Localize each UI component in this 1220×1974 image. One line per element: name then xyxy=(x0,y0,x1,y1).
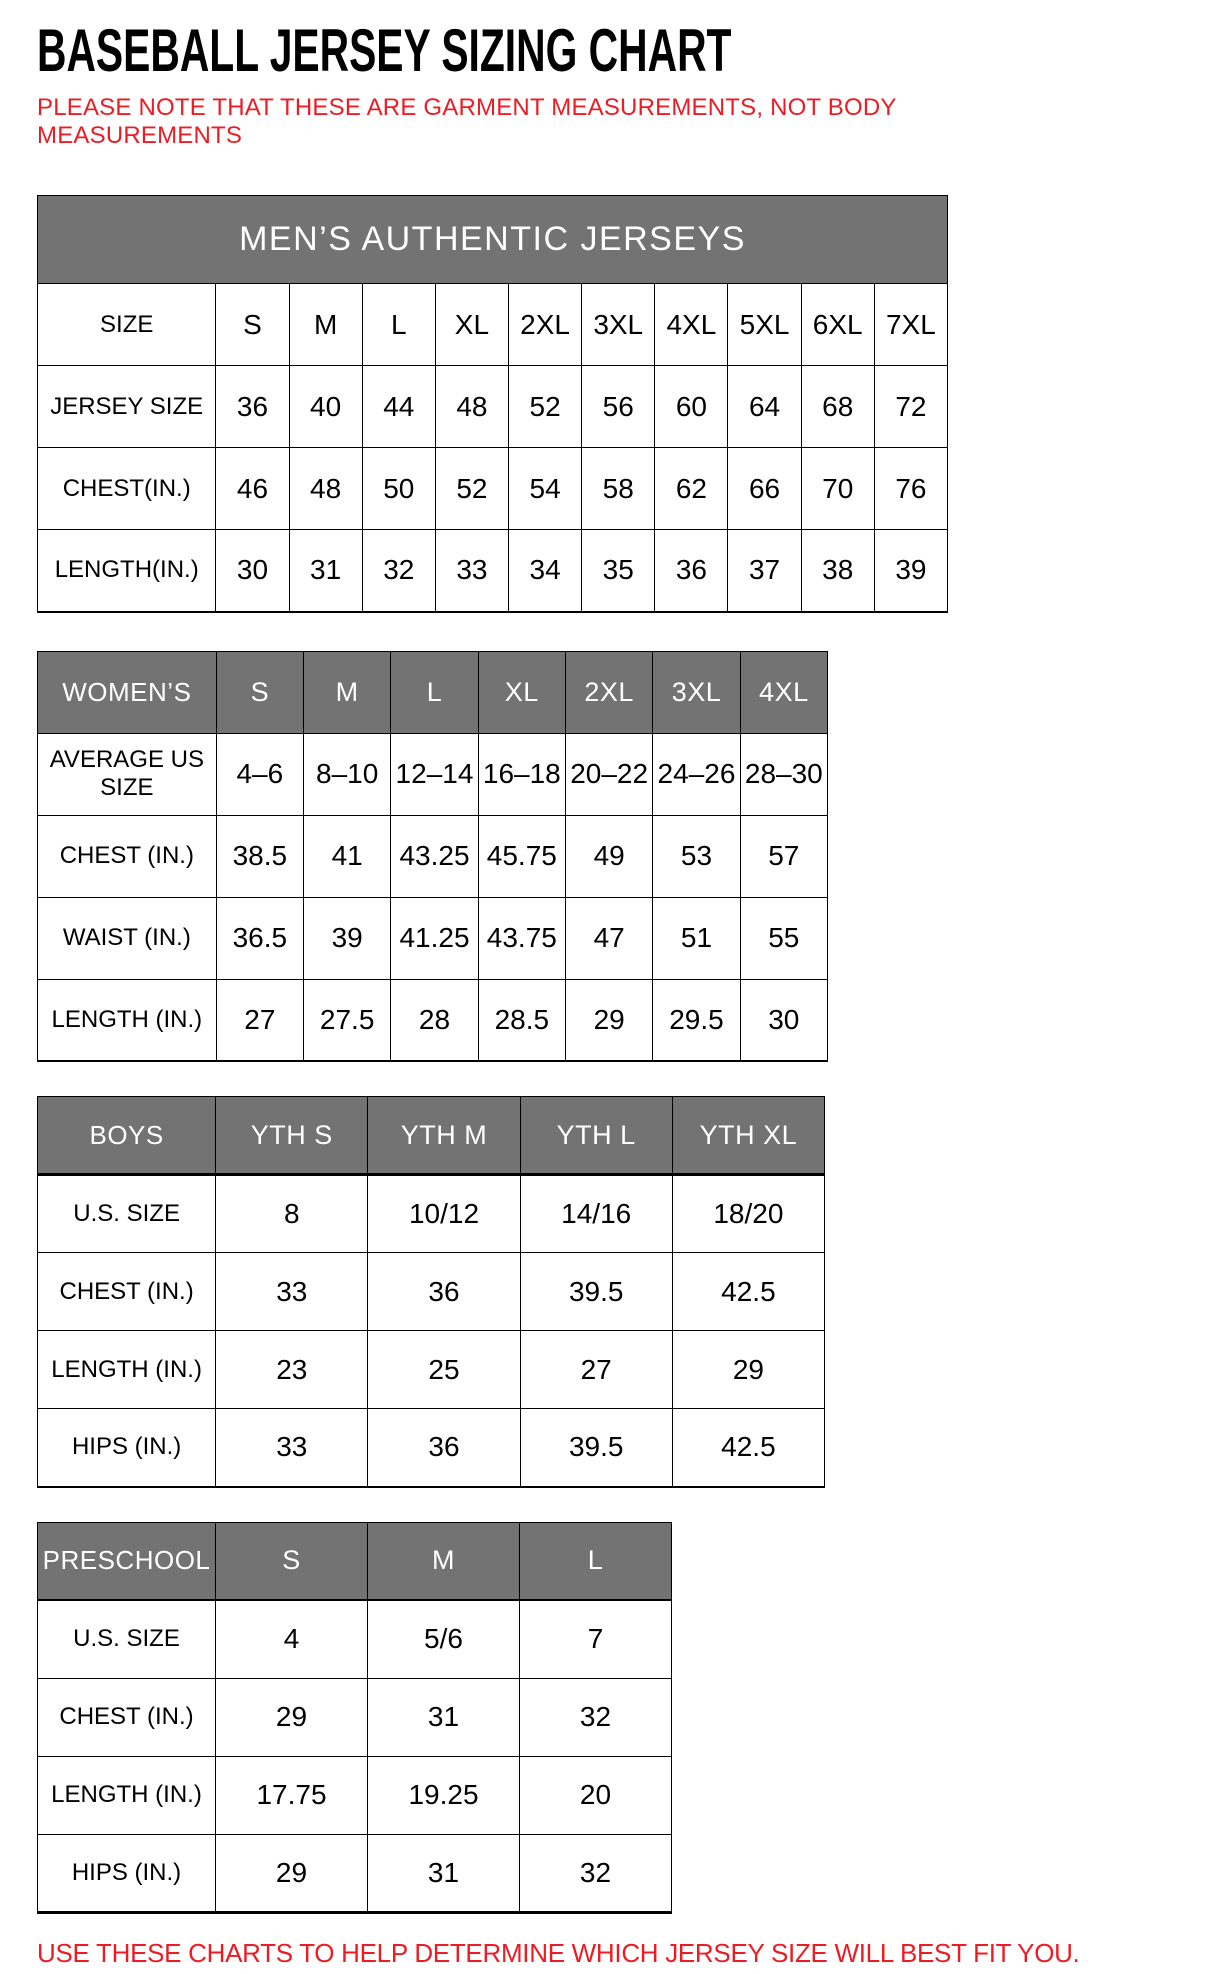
column-header: M xyxy=(368,1522,520,1600)
table-row xyxy=(38,448,948,530)
value-cell: 36 xyxy=(368,1409,520,1487)
column-header-row xyxy=(38,651,828,733)
value-cell: 12–14 xyxy=(391,733,478,815)
value-cell: 35 xyxy=(582,530,655,612)
value-cell: 76 xyxy=(874,448,947,530)
value-cell: 64 xyxy=(728,366,801,448)
value-cell: 34 xyxy=(509,530,582,612)
value-cell: 44 xyxy=(362,366,435,448)
value-cell: 58 xyxy=(582,448,655,530)
row-label: JERSEY SIZE xyxy=(38,366,216,448)
womens-sizing-table xyxy=(37,651,828,1063)
column-header: XL xyxy=(435,284,508,366)
table-row xyxy=(38,1600,672,1678)
value-cell: 68 xyxy=(801,366,874,448)
row-label: LENGTH(IN.) xyxy=(38,530,216,612)
row-label: AVERAGE US SIZE xyxy=(38,733,217,815)
column-header: 4XL xyxy=(655,284,728,366)
value-cell: 57 xyxy=(740,815,827,897)
value-cell: 39 xyxy=(874,530,947,612)
row-label: WAIST (IN.) xyxy=(38,897,217,979)
value-cell: 29 xyxy=(216,1678,368,1756)
value-cell: 46 xyxy=(216,448,289,530)
column-header: YTH S xyxy=(216,1097,368,1175)
value-cell: 18/20 xyxy=(672,1175,824,1253)
value-cell: 31 xyxy=(368,1834,520,1912)
value-cell: 5/6 xyxy=(368,1600,520,1678)
value-cell: 39 xyxy=(304,897,391,979)
value-cell: 62 xyxy=(655,448,728,530)
value-cell: 29 xyxy=(565,979,652,1061)
column-header: S xyxy=(216,1522,368,1600)
table-row xyxy=(38,366,948,448)
column-header: YTH L xyxy=(520,1097,672,1175)
table-row xyxy=(38,1678,672,1756)
value-cell: 51 xyxy=(653,897,740,979)
value-cell: 52 xyxy=(509,366,582,448)
value-cell: 43.25 xyxy=(391,815,478,897)
column-header: 4XL xyxy=(740,651,827,733)
table-row xyxy=(38,1175,825,1253)
column-header: YTH XL xyxy=(672,1097,824,1175)
value-cell: 7 xyxy=(520,1600,672,1678)
page-title: BASEBALL JERSEY SIZING CHART xyxy=(37,17,732,84)
value-cell: 33 xyxy=(435,530,508,612)
value-cell: 24–26 xyxy=(653,733,740,815)
table-banner: MEN’S AUTHENTIC JERSEYS xyxy=(38,196,948,284)
value-cell: 72 xyxy=(874,366,947,448)
value-cell: 31 xyxy=(289,530,362,612)
value-cell: 28 xyxy=(391,979,478,1061)
row-label: CHEST(IN.) xyxy=(38,448,216,530)
table-name-cell: SIZE xyxy=(38,284,216,366)
column-header: S xyxy=(216,284,289,366)
footer-note: USE THESE CHARTS TO HELP DETERMINE WHICH JERSEY SIZE WILL BEST FIT YOU. xyxy=(37,1937,1080,1968)
row-label: HIPS (IN.) xyxy=(38,1409,216,1487)
value-cell: 8–10 xyxy=(304,733,391,815)
value-cell: 42.5 xyxy=(672,1409,824,1487)
column-header: L xyxy=(520,1522,672,1600)
value-cell: 33 xyxy=(216,1253,368,1331)
value-cell: 30 xyxy=(216,530,289,612)
value-cell: 39.5 xyxy=(520,1409,672,1487)
value-cell: 14/16 xyxy=(520,1175,672,1253)
column-header: 2XL xyxy=(509,284,582,366)
column-header: 3XL xyxy=(653,651,740,733)
table-name-cell: PRESCHOOL xyxy=(38,1522,216,1600)
value-cell: 4 xyxy=(216,1600,368,1678)
table-banner-row xyxy=(38,196,948,284)
row-label: LENGTH (IN.) xyxy=(38,1331,216,1409)
value-cell: 70 xyxy=(801,448,874,530)
column-header: 3XL xyxy=(582,284,655,366)
value-cell: 29 xyxy=(672,1331,824,1409)
row-label: CHEST (IN.) xyxy=(38,1253,216,1331)
value-cell: 36 xyxy=(216,366,289,448)
value-cell: 27 xyxy=(520,1331,672,1409)
column-header: YTH M xyxy=(368,1097,520,1175)
column-header: XL xyxy=(478,651,565,733)
value-cell: 60 xyxy=(655,366,728,448)
value-cell: 10/12 xyxy=(368,1175,520,1253)
value-cell: 38 xyxy=(801,530,874,612)
table-row xyxy=(38,1331,825,1409)
value-cell: 53 xyxy=(653,815,740,897)
value-cell: 27 xyxy=(216,979,303,1061)
value-cell: 43.75 xyxy=(478,897,565,979)
value-cell: 20 xyxy=(520,1756,672,1834)
value-cell: 27.5 xyxy=(304,979,391,1061)
column-header-row xyxy=(38,1522,672,1600)
value-cell: 32 xyxy=(362,530,435,612)
value-cell: 49 xyxy=(565,815,652,897)
value-cell: 28.5 xyxy=(478,979,565,1061)
table-name-cell: WOMEN’S xyxy=(38,651,217,733)
value-cell: 30 xyxy=(740,979,827,1061)
value-cell: 38.5 xyxy=(216,815,303,897)
value-cell: 4–6 xyxy=(216,733,303,815)
column-header: 5XL xyxy=(728,284,801,366)
value-cell: 28–30 xyxy=(740,733,827,815)
value-cell: 8 xyxy=(216,1175,368,1253)
garment-measurement-note: PLEASE NOTE THAT THESE ARE GARMENT MEASUREMENTS, NOT BODY MEASUREMENTS xyxy=(37,94,897,149)
column-header: M xyxy=(304,651,391,733)
value-cell: 66 xyxy=(728,448,801,530)
value-cell: 32 xyxy=(520,1834,672,1912)
row-label: U.S. SIZE xyxy=(38,1600,216,1678)
value-cell: 25 xyxy=(368,1331,520,1409)
value-cell: 41 xyxy=(304,815,391,897)
column-header-row xyxy=(38,1097,825,1175)
value-cell: 55 xyxy=(740,897,827,979)
value-cell: 48 xyxy=(289,448,362,530)
table-row xyxy=(38,1834,672,1912)
value-cell: 19.25 xyxy=(368,1756,520,1834)
column-header-row xyxy=(38,284,948,366)
value-cell: 23 xyxy=(216,1331,368,1409)
table-row xyxy=(38,530,948,612)
column-header: 2XL xyxy=(565,651,652,733)
value-cell: 31 xyxy=(368,1678,520,1756)
value-cell: 42.5 xyxy=(672,1253,824,1331)
table-name-cell: BOYS xyxy=(38,1097,216,1175)
value-cell: 33 xyxy=(216,1409,368,1487)
value-cell: 48 xyxy=(435,366,508,448)
row-label: CHEST (IN.) xyxy=(38,815,217,897)
boys-sizing-table xyxy=(37,1096,825,1488)
value-cell: 47 xyxy=(565,897,652,979)
table-row xyxy=(38,815,828,897)
value-cell: 16–18 xyxy=(478,733,565,815)
value-cell: 20–22 xyxy=(565,733,652,815)
column-header: L xyxy=(362,284,435,366)
value-cell: 36 xyxy=(368,1253,520,1331)
value-cell: 41.25 xyxy=(391,897,478,979)
row-label: LENGTH (IN.) xyxy=(38,1756,216,1834)
row-label: U.S. SIZE xyxy=(38,1175,216,1253)
value-cell: 32 xyxy=(520,1678,672,1756)
table-row xyxy=(38,1756,672,1834)
column-header: M xyxy=(289,284,362,366)
value-cell: 36 xyxy=(655,530,728,612)
preschool-sizing-table xyxy=(37,1522,672,1914)
value-cell: 50 xyxy=(362,448,435,530)
value-cell: 54 xyxy=(509,448,582,530)
table-row xyxy=(38,733,828,815)
table-row xyxy=(38,1253,825,1331)
table-row xyxy=(38,979,828,1061)
value-cell: 40 xyxy=(289,366,362,448)
value-cell: 29.5 xyxy=(653,979,740,1061)
column-header: S xyxy=(216,651,303,733)
row-label: CHEST (IN.) xyxy=(38,1678,216,1756)
value-cell: 29 xyxy=(216,1834,368,1912)
value-cell: 56 xyxy=(582,366,655,448)
column-header: L xyxy=(391,651,478,733)
value-cell: 45.75 xyxy=(478,815,565,897)
row-label: LENGTH (IN.) xyxy=(38,979,217,1061)
mens-authentic-jerseys-table xyxy=(37,195,948,613)
table-row xyxy=(38,897,828,979)
table-row xyxy=(38,1409,825,1487)
value-cell: 52 xyxy=(435,448,508,530)
column-header: 7XL xyxy=(874,284,947,366)
value-cell: 36.5 xyxy=(216,897,303,979)
row-label: HIPS (IN.) xyxy=(38,1834,216,1912)
column-header: 6XL xyxy=(801,284,874,366)
value-cell: 17.75 xyxy=(216,1756,368,1834)
value-cell: 37 xyxy=(728,530,801,612)
value-cell: 39.5 xyxy=(520,1253,672,1331)
